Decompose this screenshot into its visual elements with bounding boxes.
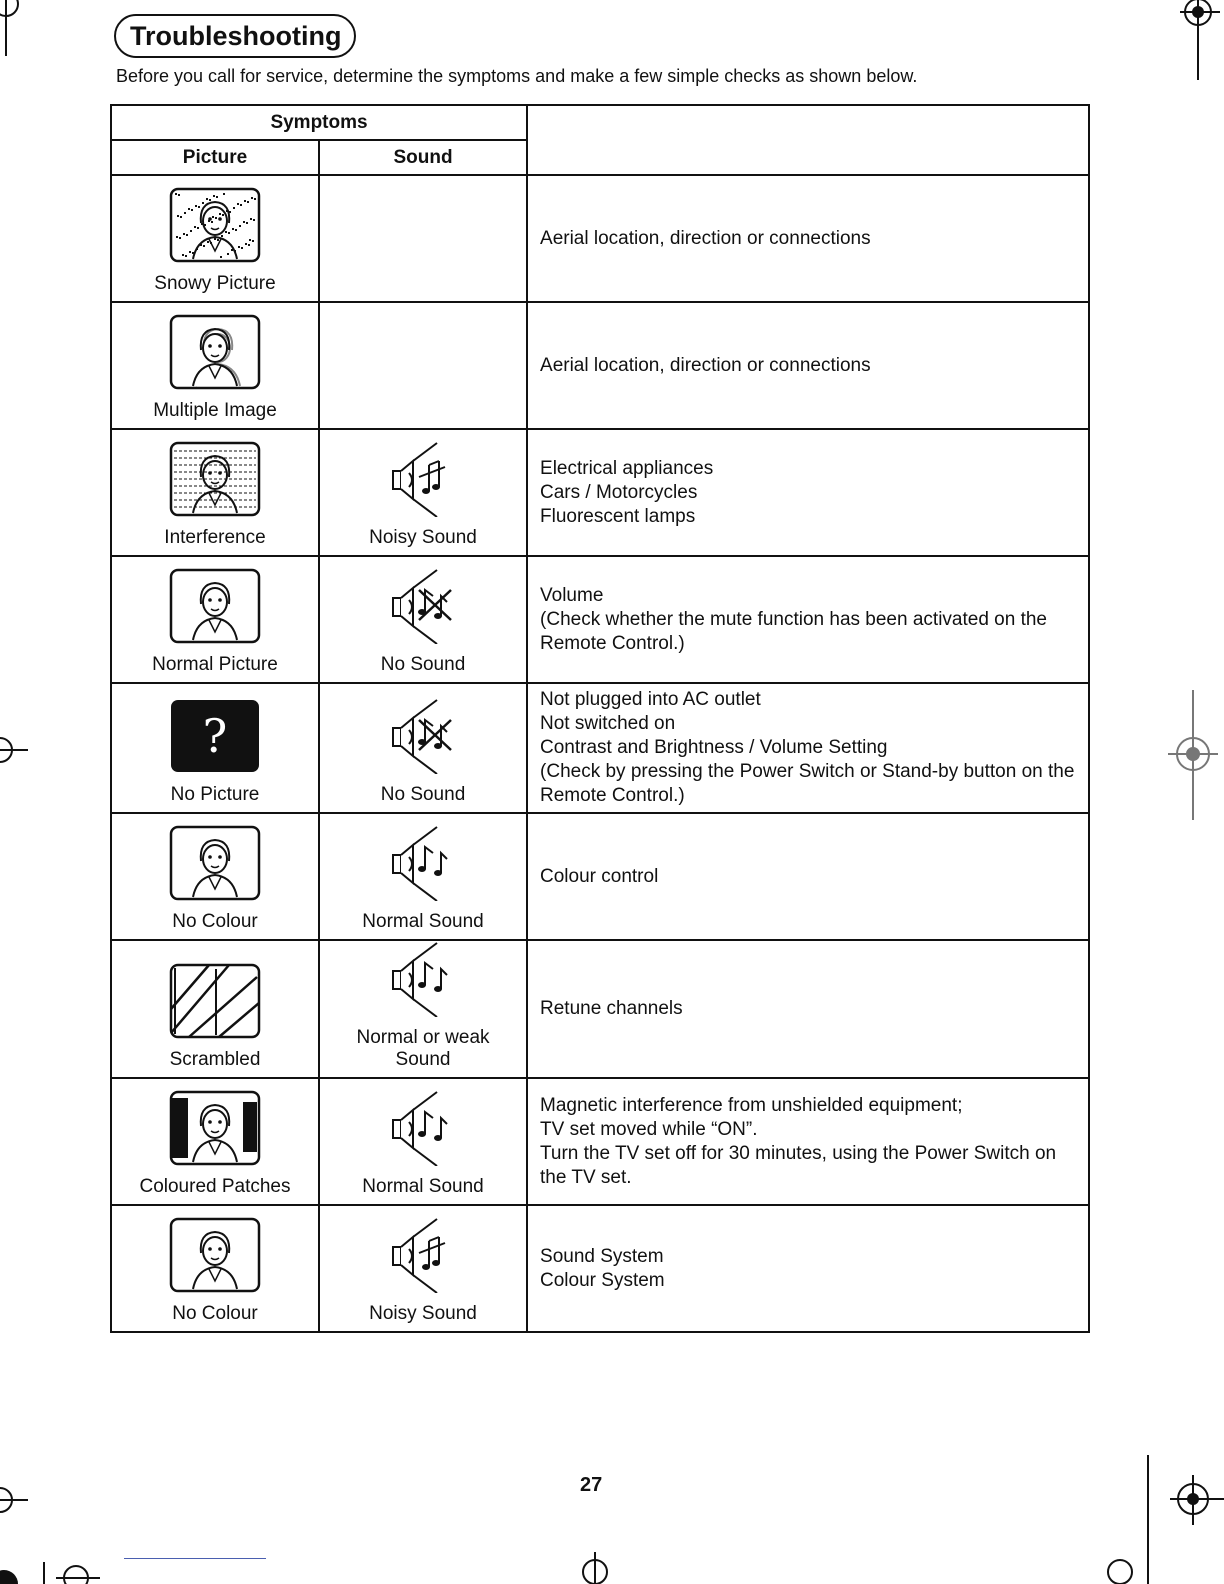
registration-mark-icon: [570, 1552, 620, 1584]
picture-cell: [111, 302, 319, 429]
remedy-cell: [527, 175, 1089, 302]
table-row: [111, 1078, 1089, 1205]
svg-text:?: ?: [202, 709, 228, 763]
registration-mark-icon: [1176, 0, 1220, 80]
scrambled-tv-icon: [112, 963, 318, 1045]
page-number: 27: [580, 1474, 603, 1496]
remedy-line: Magnetic interference from unshielded equipment;: [540, 1094, 963, 1116]
normal-tv-icon: [112, 1217, 318, 1299]
picture-header: Picture: [111, 140, 319, 175]
sound-label: Normal Sound: [362, 911, 484, 932]
speaker-icon: [320, 825, 526, 907]
remedy-cell: [527, 940, 1089, 1078]
remedy-line: Aerial location, direction or connections: [540, 227, 871, 249]
remedy-line: Electrical appliances: [540, 457, 714, 479]
table-row: [111, 175, 1089, 302]
multiple-image-tv-icon: [112, 314, 318, 396]
sound-label: Noisy Sound: [369, 1303, 477, 1324]
remedy-line: Colour System: [540, 1269, 665, 1291]
registration-mark-icon: [1095, 1552, 1145, 1584]
remedy-line: Turn the TV set off for 30 minutes, using the Power Switch on the TV set.: [540, 1142, 1057, 1188]
table-row: [111, 813, 1089, 940]
speaker-icon: [320, 941, 526, 1023]
sound-cell: [319, 940, 527, 1078]
picture-cell: [111, 175, 319, 302]
remedy-line: Fluorescent lamps: [540, 505, 696, 527]
interference-tv-icon: [112, 441, 318, 523]
remedy-line: (Check by pressing the Power Switch or Stand-by button on the Remote Control.): [540, 761, 1075, 806]
table-row: [111, 302, 1089, 429]
noisy-speaker-icon: [320, 441, 526, 523]
sound-cell: [319, 1205, 527, 1332]
sound-cell: [319, 302, 527, 429]
troubleshooting-table: [110, 104, 1090, 1333]
remedy-cell: [527, 429, 1089, 556]
remedy-header: [527, 105, 1089, 175]
sound-cell: [319, 813, 527, 940]
sound-label: Noisy Sound: [369, 527, 477, 548]
symptoms-header: Symptoms: [111, 105, 527, 140]
picture-cell: [111, 683, 319, 813]
remedy-line: Contrast and Brightness / Volume Setting: [540, 737, 888, 758]
picture-label: Multiple Image: [153, 400, 277, 421]
picture-label: No Colour: [172, 1303, 258, 1324]
table-row: [111, 940, 1089, 1078]
no-picture-tv-icon: [112, 698, 318, 780]
registration-mark-icon: [1140, 1455, 1224, 1584]
remedy-cell: [527, 1078, 1089, 1205]
picture-cell: [111, 556, 319, 683]
remedy-cell: [527, 556, 1089, 683]
speaker-icon: [320, 1090, 526, 1172]
remedy-line: Cars / Motorcycles: [540, 481, 698, 503]
picture-cell: [111, 429, 319, 556]
picture-label: Coloured Patches: [139, 1176, 291, 1197]
sound-cell: [319, 429, 527, 556]
remedy-line: Not plugged into AC outlet: [540, 689, 761, 710]
table-row: [111, 556, 1089, 683]
picture-cell: [111, 813, 319, 940]
sound-label: Normal or weak Sound: [356, 1027, 490, 1070]
picture-label: Normal Picture: [152, 654, 278, 675]
noisy-speaker-icon: [320, 1217, 526, 1299]
remedy-line: Volume: [540, 584, 604, 606]
sound-cell: [319, 1078, 527, 1205]
muted-speaker-icon: [320, 698, 526, 780]
registration-mark-icon: [0, 730, 28, 770]
picture-label: Scrambled: [169, 1049, 261, 1070]
sound-label: No Sound: [380, 784, 466, 805]
remedy-line: Sound System: [540, 1245, 664, 1267]
remedy-cell: [527, 813, 1089, 940]
table-row: [111, 683, 1089, 813]
remedy-cell: [527, 1205, 1089, 1332]
table-row: [111, 429, 1089, 556]
coloured-patches-tv-icon: [112, 1090, 318, 1172]
sound-cell: [319, 556, 527, 683]
remedy-line: (Check whether the mute function has been activated on the Remote Control.): [540, 608, 1047, 654]
snowy-tv-icon: [112, 187, 318, 269]
picture-label: Interference: [164, 527, 266, 548]
registration-mark-icon: [0, 0, 26, 56]
picture-cell: [111, 1205, 319, 1332]
sound-label: No Sound: [380, 654, 466, 675]
remedy-line: Colour control: [540, 865, 659, 887]
normal-tv-icon: [112, 568, 318, 650]
sound-cell: [319, 175, 527, 302]
page-title: Troubleshooting: [114, 14, 356, 58]
intro-text: Before you call for service, determine the symptoms and make a few simple checks as shown below.: [116, 66, 918, 86]
remedy-line: Aerial location, direction or connections: [540, 354, 871, 376]
sound-cell: [319, 683, 527, 813]
registration-mark-icon: [0, 1548, 100, 1584]
picture-cell: [111, 940, 319, 1078]
registration-mark-icon: [0, 1480, 28, 1520]
remedy-line: Not switched on: [540, 713, 676, 734]
picture-label: No Colour: [172, 911, 258, 932]
normal-tv-icon: [112, 825, 318, 907]
picture-cell: [111, 1078, 319, 1205]
sound-label: Normal Sound: [362, 1176, 484, 1197]
table-body: [111, 175, 1089, 1332]
picture-label: Snowy Picture: [154, 273, 276, 294]
footer-rule: [124, 1558, 266, 1559]
registration-mark-icon: [1168, 690, 1218, 820]
remedy-line: Retune channels: [540, 998, 683, 1019]
picture-label: No Picture: [170, 784, 260, 805]
muted-speaker-icon: [320, 568, 526, 650]
remedy-cell: [527, 302, 1089, 429]
remedy-line: TV set moved while “ON”.: [540, 1118, 758, 1140]
table-row: [111, 1205, 1089, 1332]
sound-header: Sound: [319, 140, 527, 175]
remedy-cell: [527, 683, 1089, 813]
